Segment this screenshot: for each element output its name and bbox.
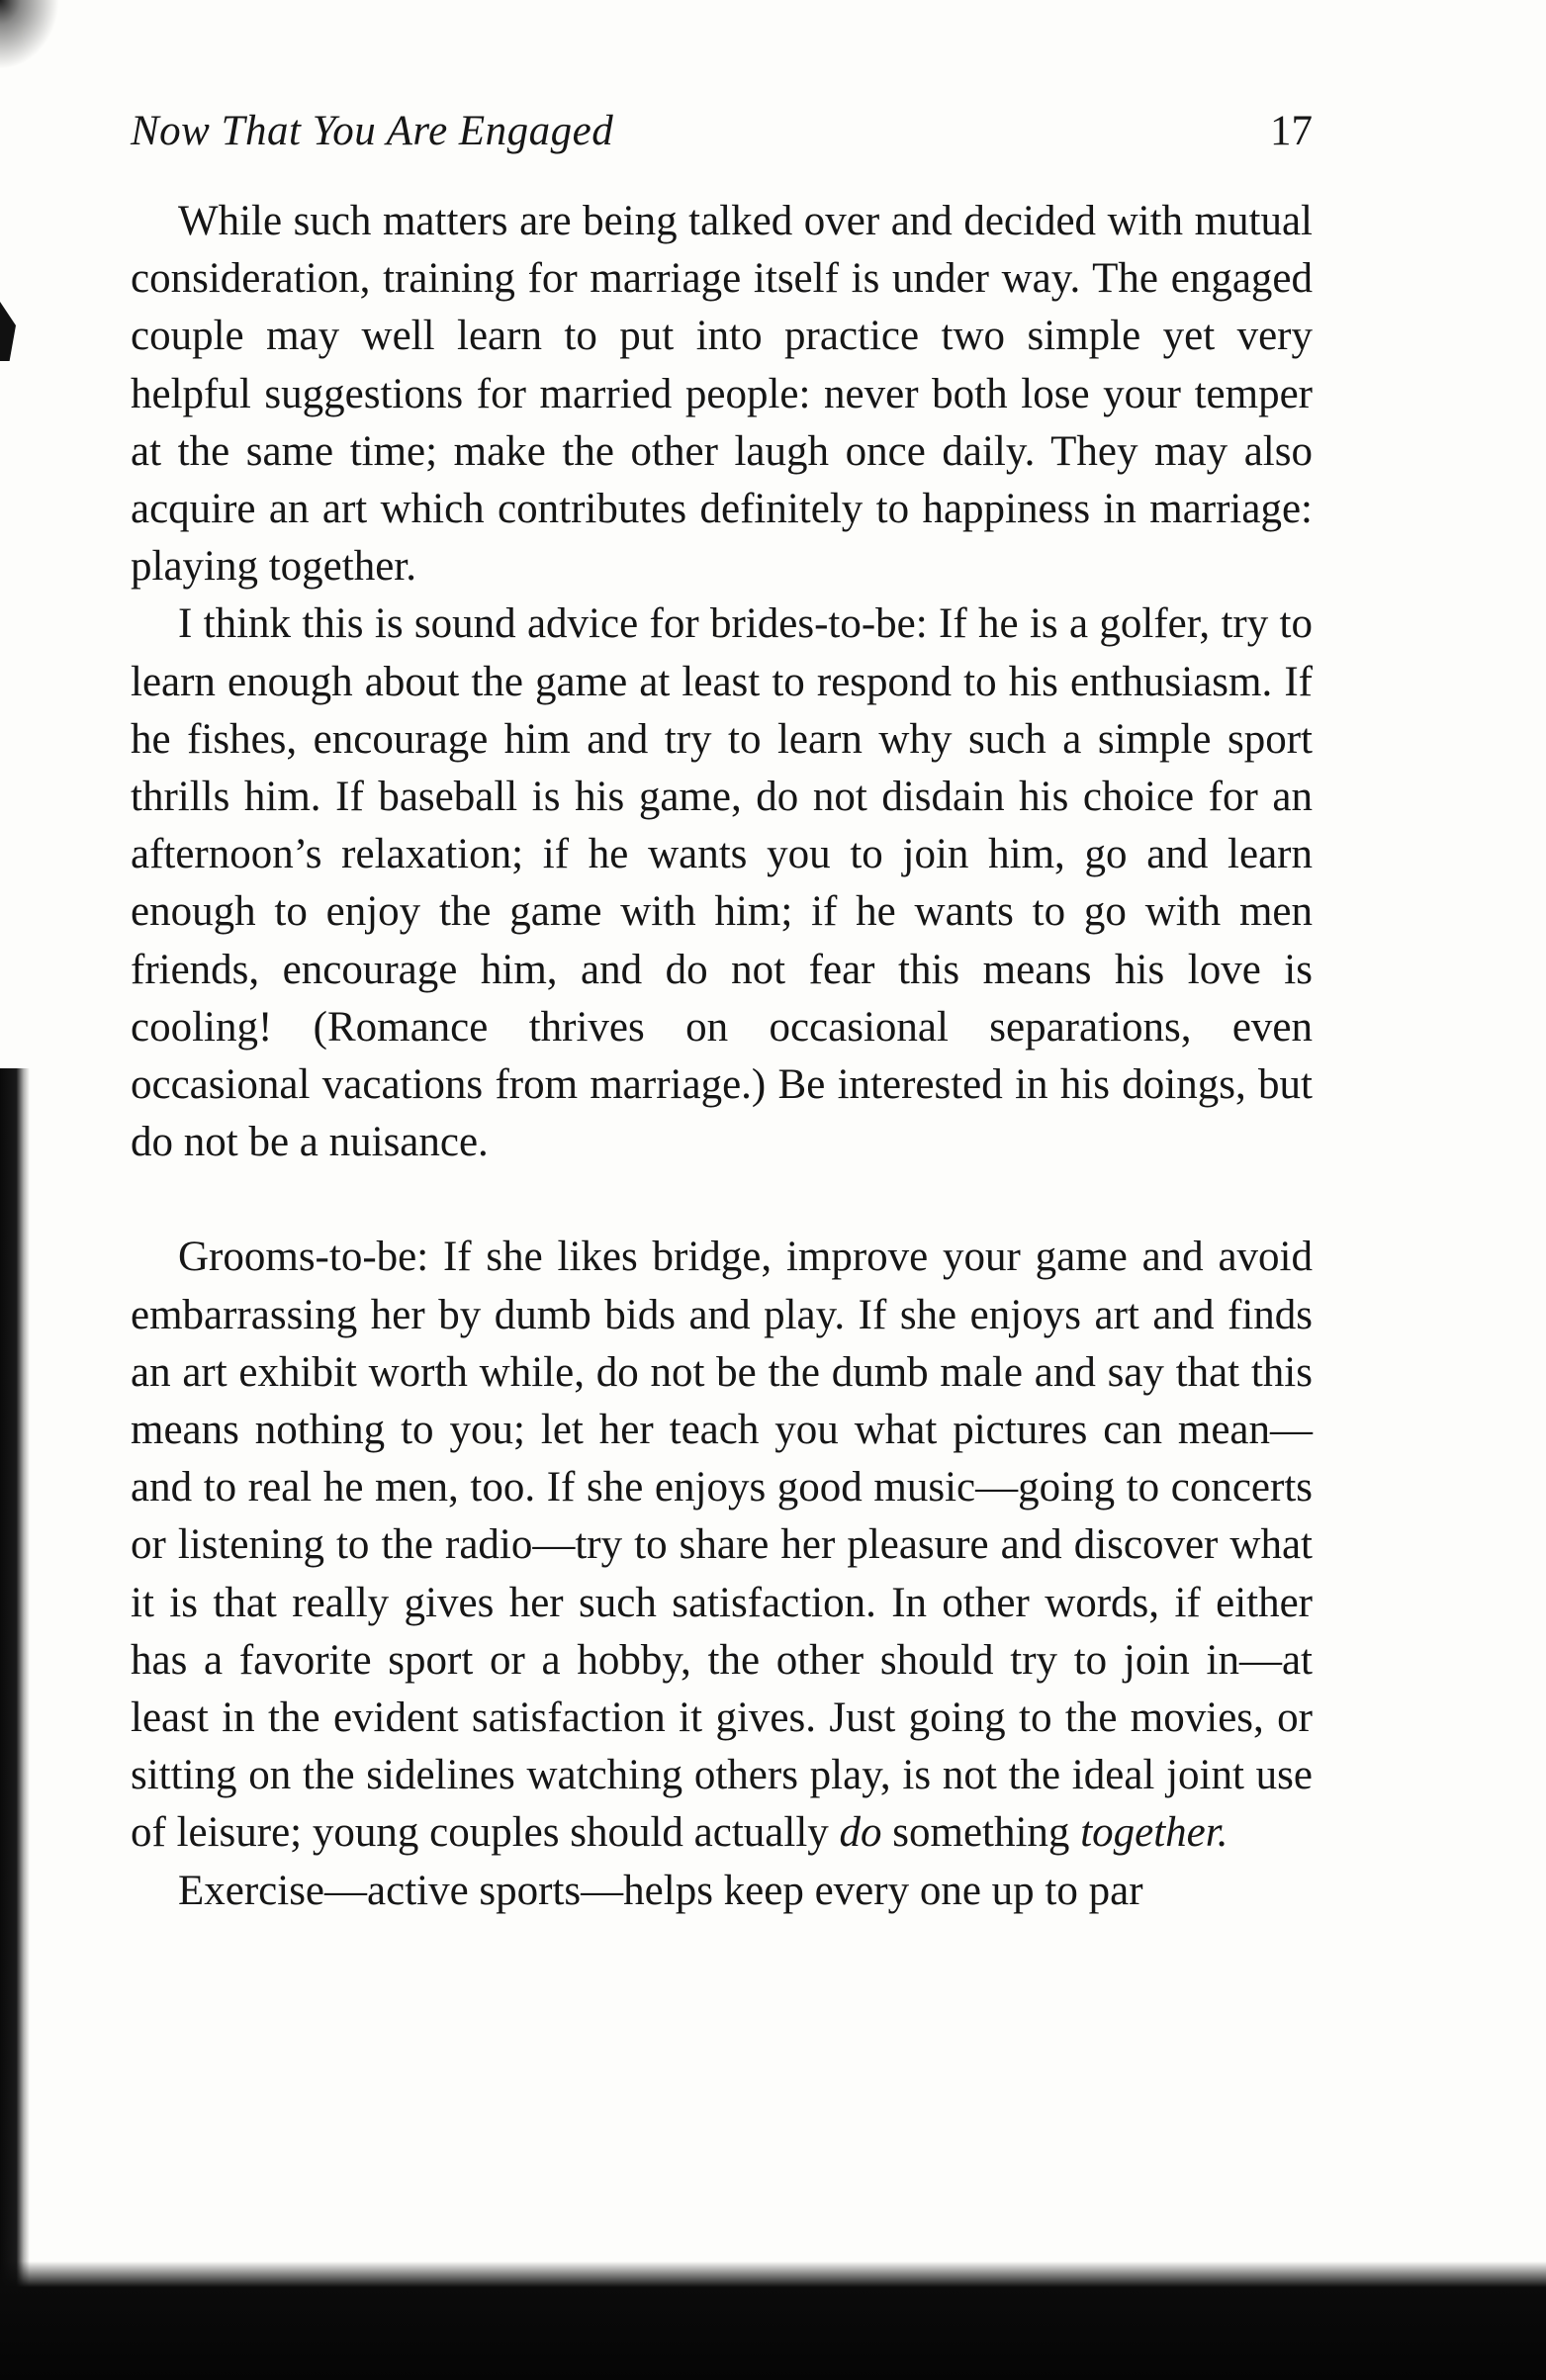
scan-bottom-shadow [0,2261,1546,2380]
paragraph-text: Grooms-to-be: If she likes bridge, improve your game and avoid embarrassing her by dumb bids and play. If she enjoys art and finds an art exhibit worth while, do not be the dumb male and say that this means nothing to you; let her teach you what pictures can mean—and to real he men, too. If she enjoys good music—going to concerts or listening to the radio—try to share her pleasure and discover what it is that really gives her such satisfaction. In other words, if either has a favorite sport or a hobby, the other should try to join in—at least in the evident satisfaction it gives. Just going to the movies, or sitting on the sidelines watching others play, is not the ideal joint use of leisure; young couples should actually [131,1234,1313,1857]
emphasis-text: together. [1080,1809,1228,1857]
running-head [131,107,1313,166]
paragraph: Exercise—active sports—helps keep every one up to par [178,1867,1143,1914]
paragraph: While such matters are being talked over and decided with mutual consideration, training for marriage itself is under way. The engaged couple may well learn to put into practice two simple yet very helpful suggestions for married people: never both lose your temper at the same time; make the other laugh once daily. They may also acquire an art which contributes definitely to happiness in marriage: playing together. [131,198,1313,591]
body-text [131,193,1313,1920]
paragraph-text: something [881,1809,1081,1857]
paragraph: I think this is sound advice for brides-to-be: If he is a golfer, try to learn enough about the game at least to respond to his enthusiasm. If he fishes, encourage him and try to learn why such a simple sport thrills him. If baseball is his game, do not disdain his choice for an afternoon’s relaxation; if he wants you to join him, go and learn enough to enjoy the game with him; if he wants to go with men friends, encourage him, and do not fear this means his love is cooling! (Romance thrives on occasional separations, even occasional vacations from marriage.) Be interested in his doings, but do not be a nuisance. [131,600,1313,1166]
scan-edge-mark [0,302,16,361]
scan-binding-edge [0,1068,30,2295]
paragraph [131,1229,1313,1862]
emphasis-text: do [839,1809,882,1857]
page-number: 17 [1270,108,1313,154]
scan-corner-shadow [0,0,59,69]
running-title: Now That You Are Engaged [131,108,614,154]
